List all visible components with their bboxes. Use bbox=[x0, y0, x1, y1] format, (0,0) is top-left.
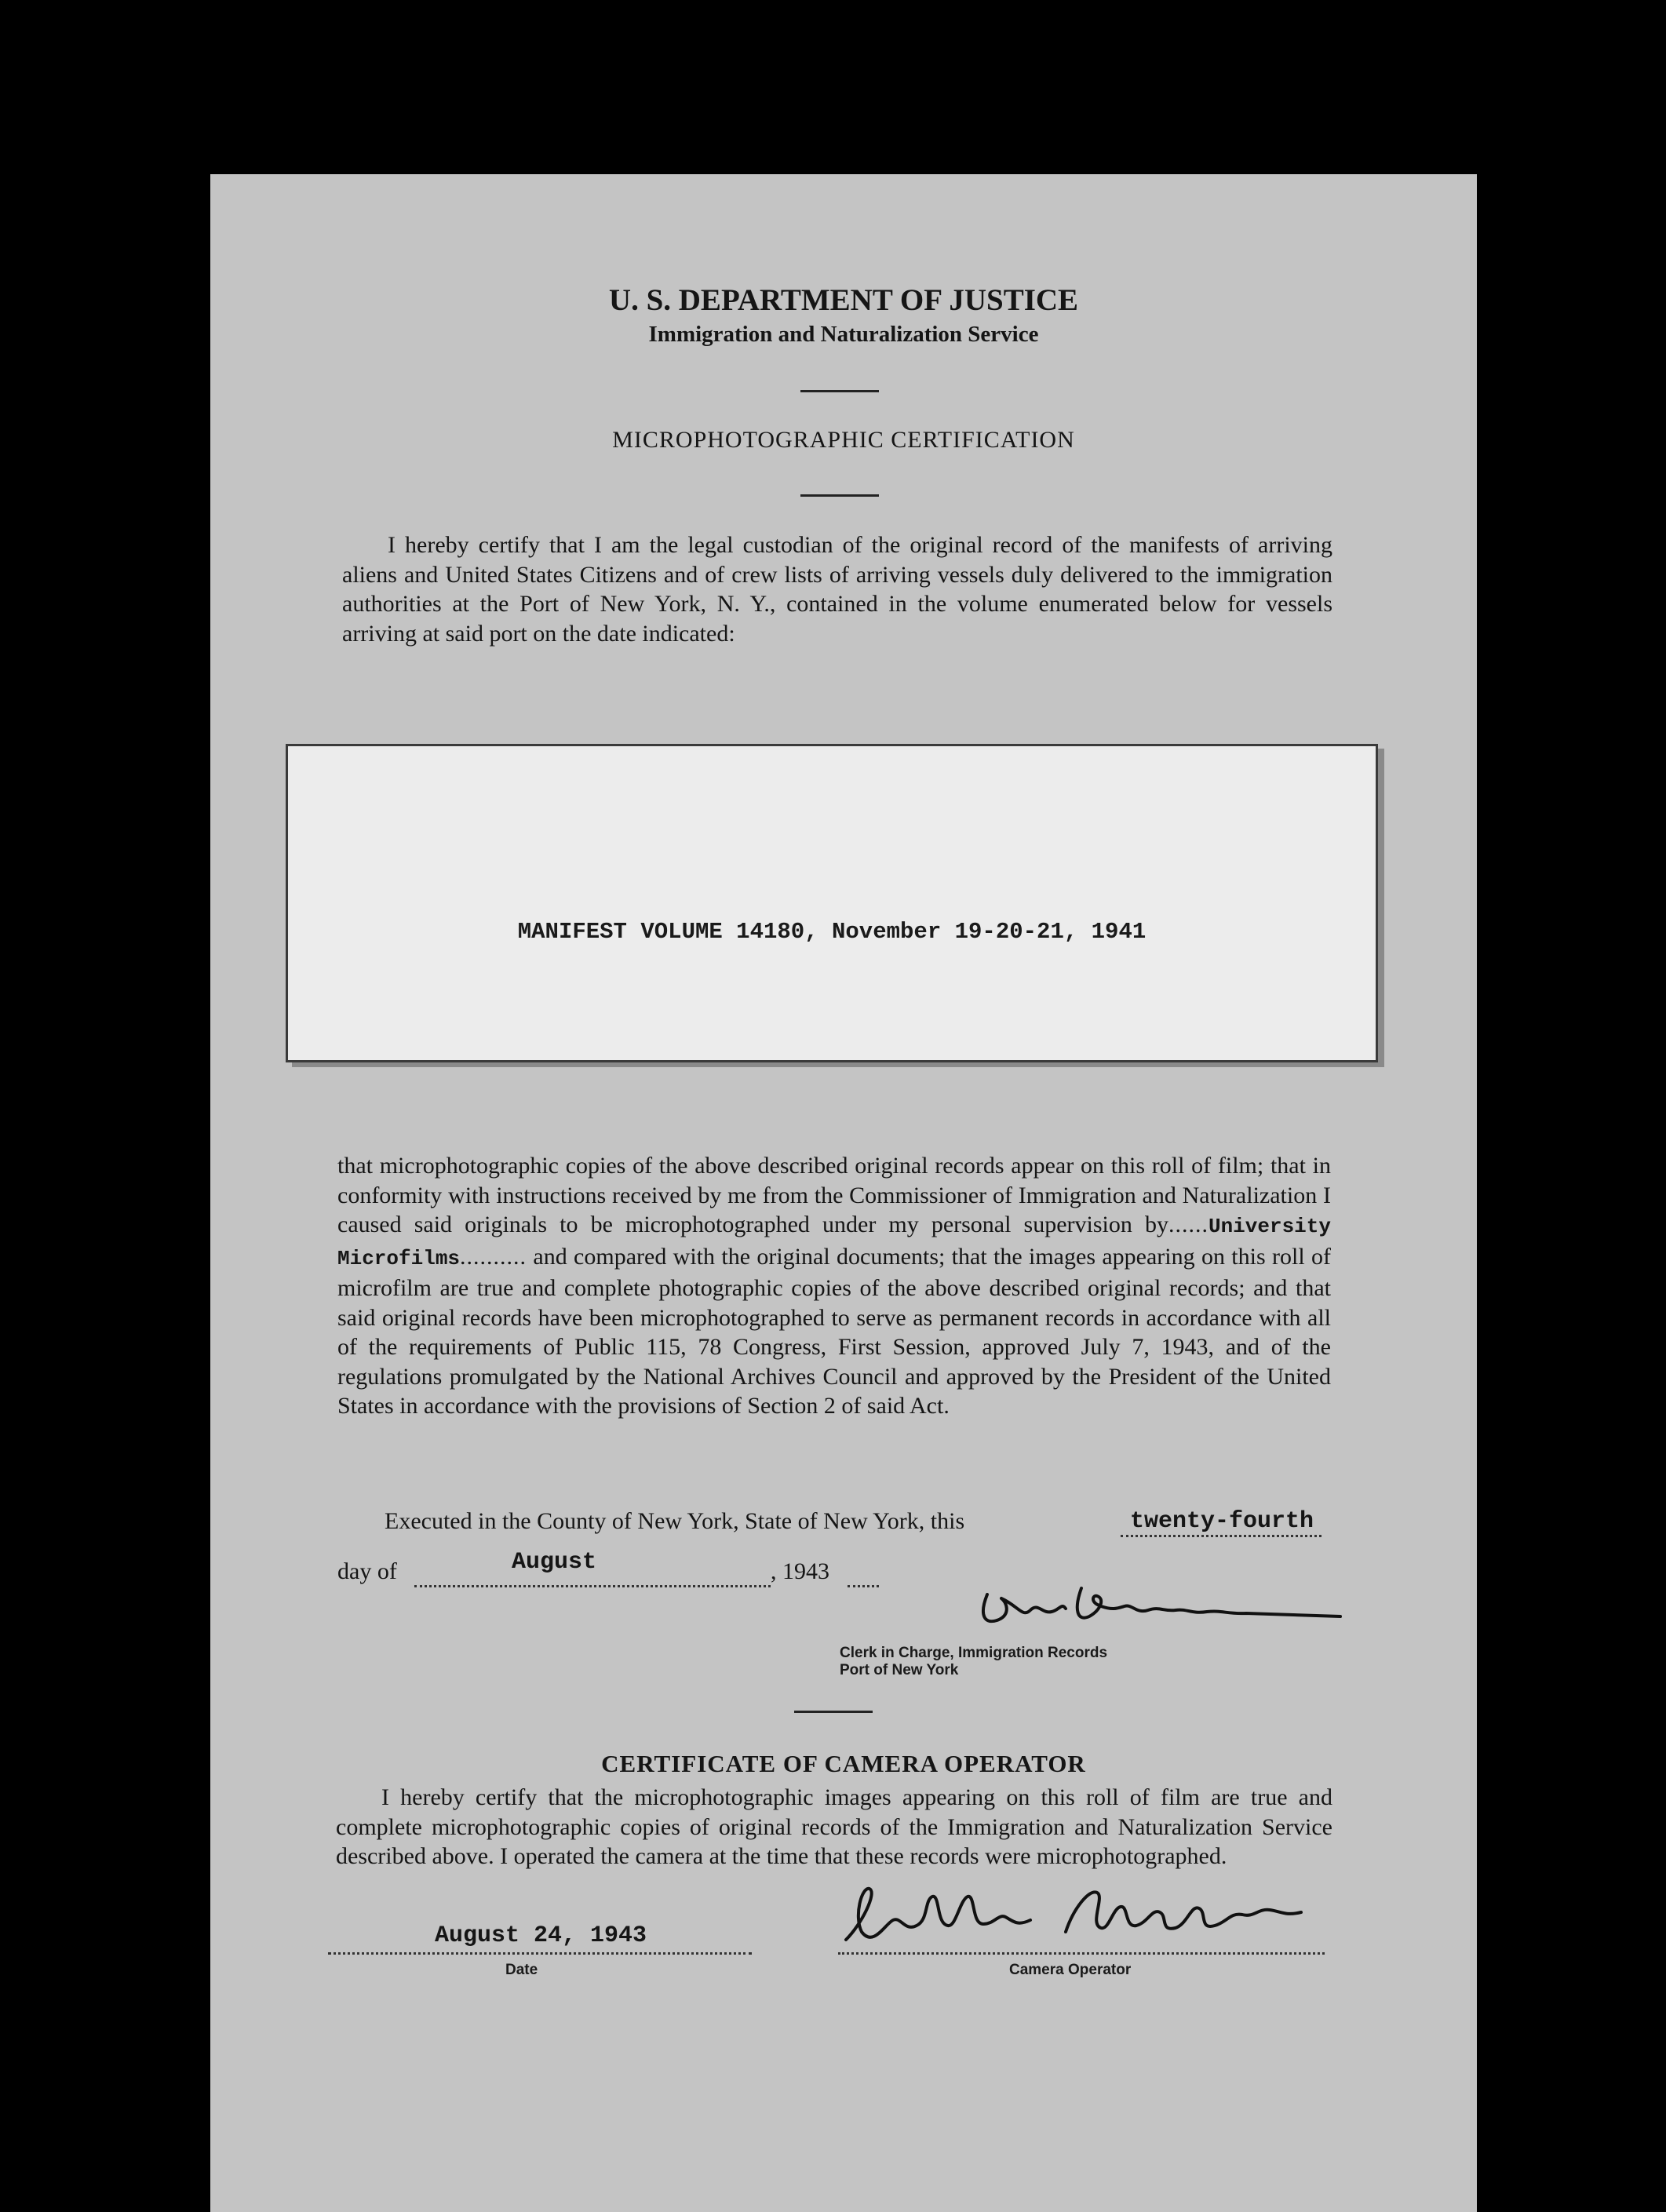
divider-rule bbox=[800, 494, 879, 497]
date-fill-line bbox=[328, 1952, 752, 1955]
camera-certificate-heading: CERTIFICATE OF CAMERA OPERATOR bbox=[601, 1750, 1086, 1777]
dotted-leader: ...... bbox=[1168, 1212, 1208, 1237]
manifest-volume-text: MANIFEST VOLUME 14180, November 19-20-21, 1941 bbox=[517, 919, 1147, 945]
divider-rule bbox=[794, 1711, 873, 1713]
executed-text: Executed in the County of New York, State of New York, this bbox=[385, 1508, 965, 1534]
camera-certificate-text: I hereby certify that the microphotographic images appearing on this roll of film are true and complete microphotographic copies of original records of the Immigration and Naturalization Service described above. I operated the camera at the time that these records were microphotographed. bbox=[336, 1784, 1332, 1869]
year-trailing-dots bbox=[848, 1585, 879, 1587]
date-label: Date bbox=[505, 1962, 538, 1978]
department-title: U. S. DEPARTMENT OF JUSTICE bbox=[608, 283, 1079, 317]
day-fill-line bbox=[1121, 1535, 1321, 1537]
clerk-title-line2: Port of New York bbox=[840, 1662, 959, 1678]
month-fill-line bbox=[414, 1585, 771, 1587]
month-value: August bbox=[512, 1549, 597, 1576]
intro-paragraph: I hereby certify that I am the legal custodian of the original record of the manifests of arriving aliens and United States Citizens and of crew lists of arriving vessels duly delivered to the immigration authorities at the Port of New York, N. Y., contained in the volume enumerated below for vessels arriving at said port on the date indicated: bbox=[342, 532, 1332, 647]
dotted-leader: .......... bbox=[460, 1243, 527, 1270]
clerk-title-line1: Clerk in Charge, Immigration Records bbox=[840, 1645, 1108, 1661]
certification-body bbox=[337, 1151, 1331, 1421]
form-title: MICROPHOTOGRAPHIC CERTIFICATION bbox=[612, 427, 1075, 453]
operator-signature bbox=[830, 1877, 1332, 1963]
certificate-page bbox=[210, 174, 1477, 2212]
body-text-part2: and compared with the original documents; that the images appearing on this roll of microfilm are true and complete photographic copies of the above described original records; and that said original records have been microphotographed to serve as permanent records in accordance with all of the requirements of Public 115, 78 Congress, First Session, approved July 7, 1943, and of the regulations promulgated by the National Archives Council and approved by the President of the United States in accordance with the provisions of Section 2 of said Act. bbox=[337, 1243, 1332, 1419]
year-text: , 1943 bbox=[771, 1558, 829, 1584]
day-value: twenty-fourth bbox=[1130, 1508, 1314, 1535]
divider-rule bbox=[800, 390, 879, 392]
operator-label: Camera Operator bbox=[1009, 1962, 1132, 1978]
day-of-label: day of bbox=[337, 1558, 397, 1584]
body-text-part1: that microphotographic copies of the above described original records appear on this roll of film; that in conformity with instructions received by me from the Commissioner of Immigration and Naturalization I caused said originals to be microphotographed under my personal supervision by bbox=[337, 1153, 1331, 1237]
service-subtitle: Immigration and Naturalization Service bbox=[648, 322, 1039, 347]
volume-slip bbox=[286, 744, 1378, 1062]
clerk-signature bbox=[964, 1571, 1356, 1642]
company-name: University Microfilms bbox=[337, 1215, 1331, 1270]
date-value: August 24, 1943 bbox=[435, 1922, 647, 1949]
